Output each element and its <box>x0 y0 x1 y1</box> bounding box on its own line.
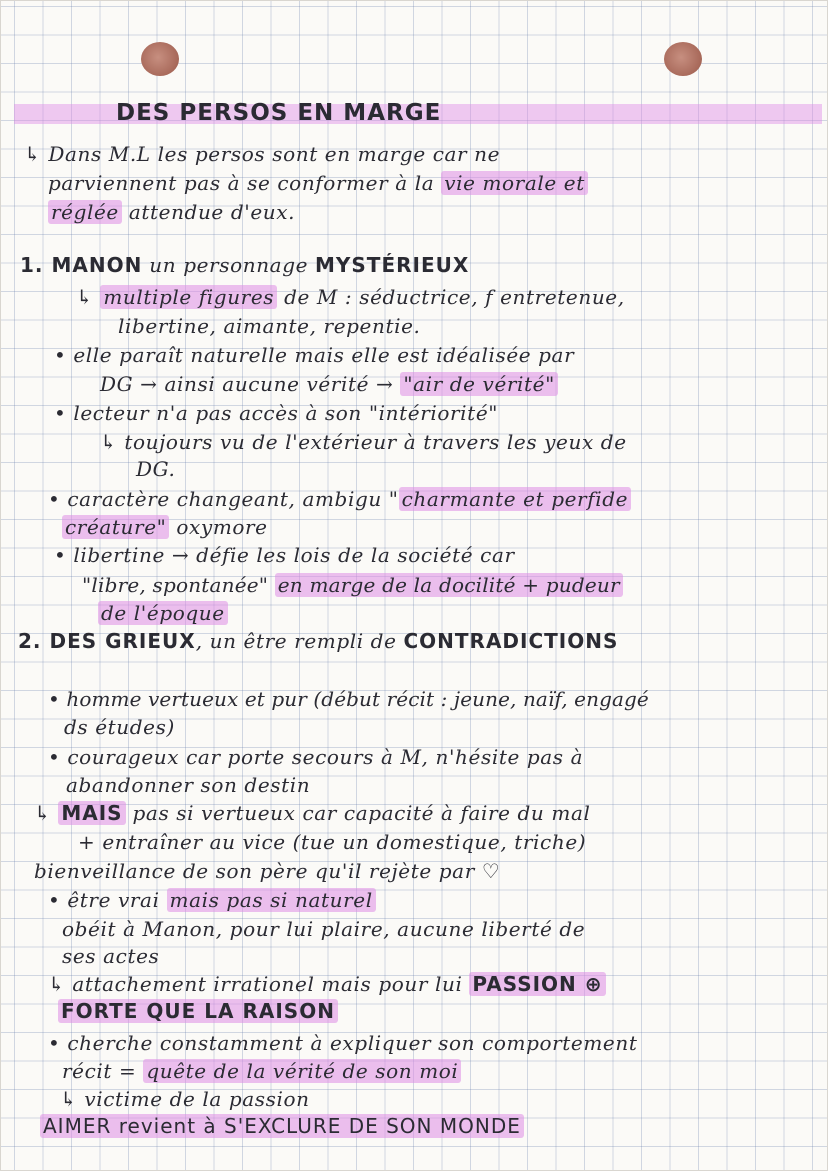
s1-line-3: • elle paraît naturelle mais elle est idéalisée par <box>54 343 575 367</box>
s2-line-4: abandonner son destin <box>66 773 311 797</box>
intro-line-3: réglée attendue d'eux. <box>48 199 295 225</box>
s2-line-9: obéit à Manon, pour lui plaire, aucune liberté de <box>62 917 586 941</box>
section-1-heading: 1. MANON un personnage MYSTÉRIEUX <box>20 253 470 277</box>
s1-line-7: DG. <box>136 457 176 481</box>
highlight-reglee: réglée <box>48 200 122 224</box>
binder-hole-left <box>141 42 179 76</box>
s2-line-2: ds études) <box>64 715 175 739</box>
section-2-heading: 2. DES GRIEUX, un être rempli de CONTRADICTIONS <box>18 629 619 653</box>
s2-line-10: ses actes <box>62 944 160 968</box>
s1-line-1: ↳ multiple figures de M : séductrice, f entretenue, <box>76 285 625 309</box>
s1-line-10: • libertine → défie les lois de la société car <box>54 543 515 567</box>
intro-line-1: ↳ Dans M.L les persos sont en marge car ne <box>24 142 501 166</box>
s2-line-7: bienveillance de son père qu'il rejète par ♡ <box>34 859 501 883</box>
s1-line-2: libertine, aimante, repentie. <box>118 314 421 338</box>
s2-line-11: ↳ attachement irrationel mais pour lui PASSION ⊕ <box>48 971 606 997</box>
s1-line-4: DG → ainsi aucune vérité → "air de vérité" <box>100 371 558 397</box>
binder-hole-right <box>664 42 702 76</box>
intro-line-2: parviennent pas à se conformer à la vie morale et <box>48 170 588 196</box>
s2-line-5: ↳ MAIS pas si vertueux car capacité à faire du mal <box>34 801 591 825</box>
page-title: DES PERSOS EN MARGE <box>116 100 442 126</box>
s2-line-6: + entraîner au vice (tue un domestique, triche) <box>78 830 587 854</box>
s2-line-12: FORTE QUE LA RAISON <box>58 998 338 1024</box>
s1-line-12: de l'époque <box>98 600 228 626</box>
s2-line-14: récit = quête de la vérité de son moi <box>62 1058 461 1084</box>
s2-line-8: • être vrai mais pas si naturel <box>48 887 376 913</box>
s1-line-8: • caractère changeant, ambigu " charmante et perfide <box>48 486 631 512</box>
s2-line-16: AIMER revient à S'EXCLURE DE SON MONDE <box>40 1113 524 1139</box>
s2-line-13: • cherche constamment à expliquer son comportement <box>48 1031 638 1055</box>
highlight-vie-morale: vie morale et <box>441 171 588 195</box>
s1-line-5: • lecteur n'a pas accès à son "intériorité" <box>54 401 499 425</box>
s1-line-9: créature" oxymore <box>62 514 268 540</box>
s1-line-11: "libre, spontanée" en marge de la docilité + pudeur <box>82 572 623 598</box>
s2-line-3: • courageux car porte secours à M, n'hésite pas à <box>48 745 584 769</box>
s1-line-6: ↳ toujours vu de l'extérieur à travers les yeux de <box>100 430 627 454</box>
s2-line-15: ↳ victime de la passion <box>60 1087 310 1111</box>
s2-line-1: • homme vertueux et pur (début récit : jeune, naïf, engagé <box>48 687 649 711</box>
